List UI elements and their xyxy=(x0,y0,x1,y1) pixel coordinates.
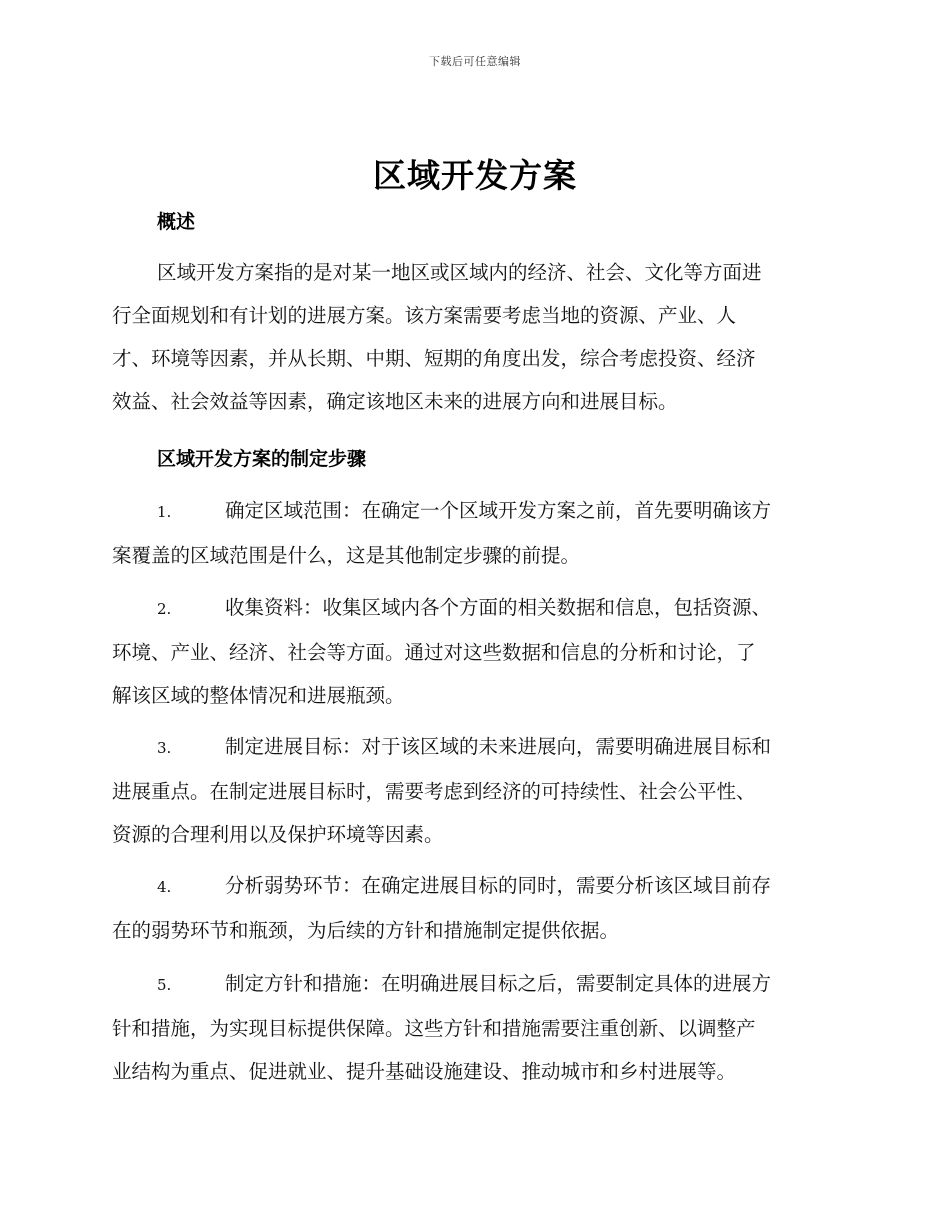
document-title: 区域开发方案 xyxy=(373,156,577,195)
step-text: 制定进展目标：对于该区域的未来进展向，需要明确进展目标和 xyxy=(225,735,772,758)
step-line: 案覆盖的区域范围是什么，这是其他制定步骤的前提。 xyxy=(112,544,581,567)
step-text: 确定区域范围：在确定一个区域开发方案之前，首先要明确该方 xyxy=(225,499,772,522)
step-first-line xyxy=(112,864,837,909)
step-first-line xyxy=(112,962,837,1007)
step-line: 进展重点。在制定进展目标时，需要考虑到经济的可持续性、社会公平性、 xyxy=(112,780,756,803)
step-line: 资源的合理利用以及保护环境等因素。 xyxy=(112,823,444,846)
step-first-line xyxy=(112,489,837,534)
step-text: 收集资料：收集区域内各个方面的相关数据和信息，包括资源、 xyxy=(225,596,772,619)
step-line: 业结构为重点、促进就业、提升基础设施建设、推动城市和乡村进展等。 xyxy=(112,1060,737,1083)
step-number: 4. xyxy=(157,878,172,896)
section-heading-steps: 区域开发方案的制定步骤 xyxy=(157,448,367,470)
step-line: 解该区域的整体情况和进展瓶颈。 xyxy=(112,684,405,707)
paragraph-line: 效益、社会效益等因素，确定该地区未来的进展方向和进展目标。 xyxy=(112,390,678,413)
step-item-3 xyxy=(112,725,837,856)
step-number: 1. xyxy=(157,503,172,521)
step-line: 针和措施，为实现目标提供保障。这些方针和措施需要注重创新、以调整产 xyxy=(112,1017,756,1040)
step-number: 2. xyxy=(157,600,172,618)
section-heading-overview: 概述 xyxy=(157,211,196,233)
paragraph-line: 区域开发方案指的是对某一地区或区域内的经济、社会、文化等方面进 xyxy=(157,261,762,284)
step-number: 5. xyxy=(157,976,172,994)
step-text: 制定方针和措施：在明确进展目标之后，需要制定具体的进展方 xyxy=(225,972,772,995)
header-note: 下载后可任意编辑 xyxy=(429,55,521,68)
step-item-2 xyxy=(112,586,837,717)
step-item-1 xyxy=(112,489,837,577)
step-item-5 xyxy=(112,962,837,1093)
step-first-line xyxy=(112,586,837,631)
step-number: 3. xyxy=(157,739,172,757)
step-line: 在的弱势环节和瓶颈，为后续的方针和措施制定提供依据。 xyxy=(112,919,620,942)
overview-paragraph xyxy=(112,251,837,423)
step-line: 环境、产业、经济、社会等方面。通过对这些数据和信息的分析和讨论，了 xyxy=(112,641,756,664)
step-text: 分析弱势环节：在确定进展目标的同时，需要分析该区域目前存 xyxy=(225,874,772,897)
step-first-line xyxy=(112,725,837,770)
step-item-4 xyxy=(112,864,837,952)
paragraph-line: 行全面规划和有计划的进展方案。该方案需要考虑当地的资源、产业、人 xyxy=(112,304,737,327)
paragraph-line: 才、环境等因素，并从长期、中期、短期的角度出发，综合考虑投资、经济 xyxy=(112,347,756,370)
